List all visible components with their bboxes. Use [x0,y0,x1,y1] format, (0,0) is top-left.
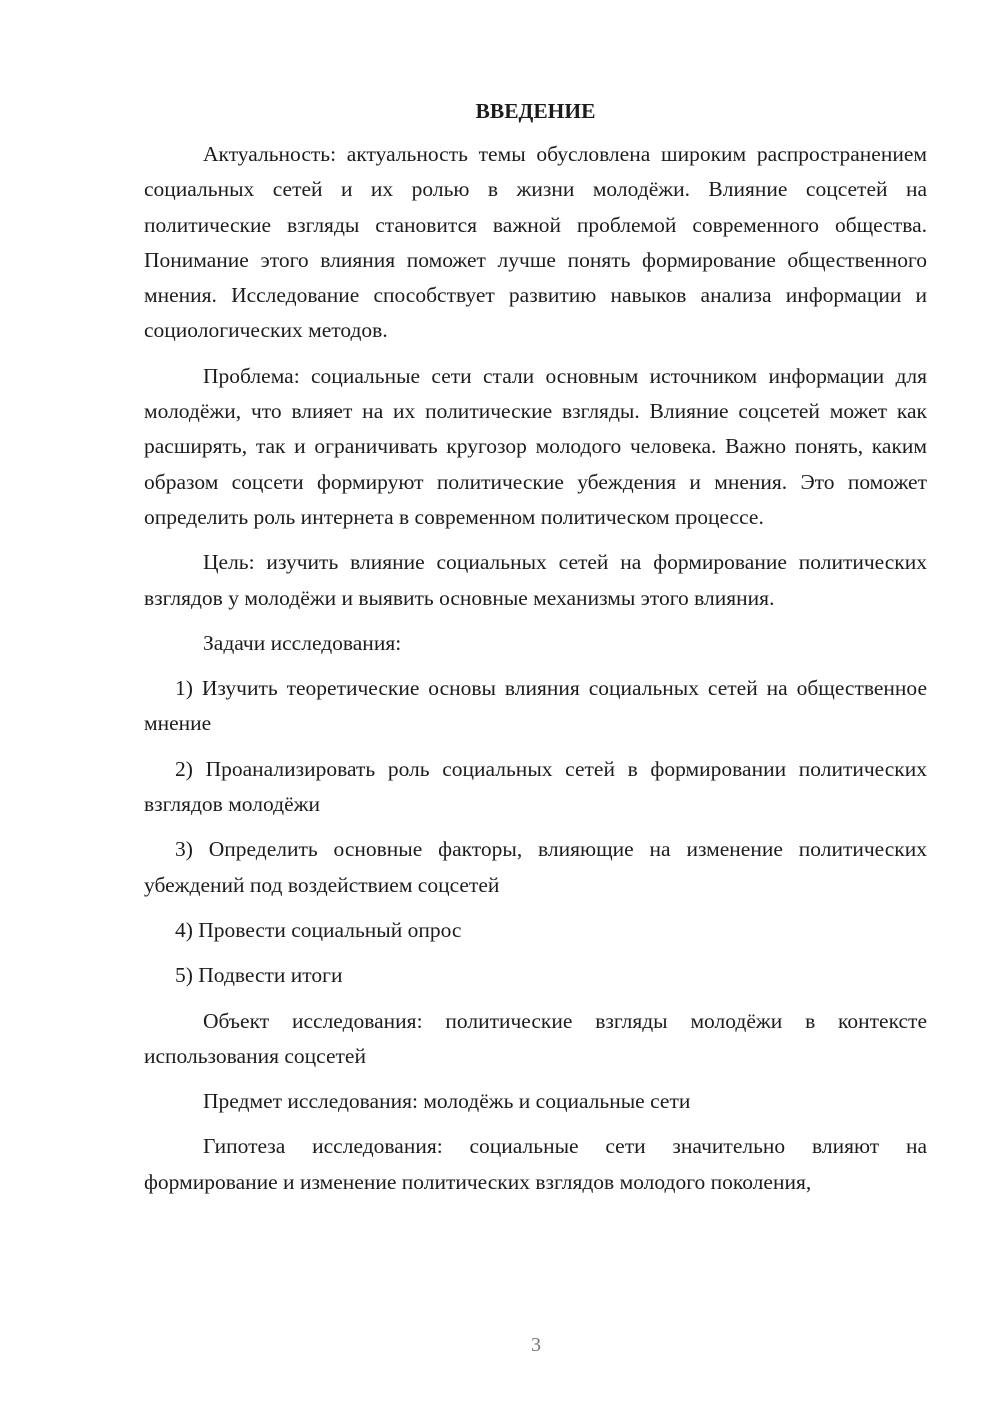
paragraph-problem: Проблема: социальные сети стали основным источником информации для молодёжи, что влияет на их политические взгляды. Влияние соцсетей может как расширять, так и ограничивать кругозор молодого человека. Важно понять, каким образом соцсети формируют политические убеждения и мнения. Это поможет определить роль интернета в современном политическом процессе. [144,363,927,529]
task-item-5: 5) Подвести итоги [175,963,343,988]
tasks-heading: Задачи исследования: [203,630,402,655]
paragraph-object: Объект исследования: политические взгляды молодёжи в контексте использования соцсетей [144,1008,927,1068]
task-item-2: 2) Проанализировать роль социальных сетей в формировании политических взглядов молодёжи [144,756,927,817]
section-title: ВВЕДЕНИЕ [475,99,596,123]
paragraph-hypothesis: Гипотеза исследования: социальные сети значительно влияют на формирование и изменение политических взглядов молодого поколения, [144,1134,927,1194]
paragraph-subject: Предмет исследования: молодёжь и социальные сети [203,1089,691,1114]
task-item-1: 1) Изучить теоретические основы влияния социальных сетей на общественное мнение [144,676,927,736]
page-content [144,94,927,1210]
page-number: 3 [531,1334,541,1356]
paragraph-goal: Цель: изучить влияние социальных сетей на формирование политических взглядов у молодёжи и выявить основные механизмы этого влияния. [144,550,927,610]
paragraph-relevance: Актуальность: актуальность темы обусловлена широким распространением социальных сетей и их ролью в жизни молодёжи. Влияние соцсетей на политические взгляды становится важной проблемой современного общества. Понимание этого влияния поможет лучше понять формирование общественного мнения. Исследование способствует развитию навыков анализа информации и социологических методов. [144,142,927,343]
task-item-4: 4) Провести социальный опрос [175,917,462,942]
task-item-3: 3) Определить основные факторы, влияющие на изменение политических убеждений под воздействием соцсетей [144,837,927,897]
